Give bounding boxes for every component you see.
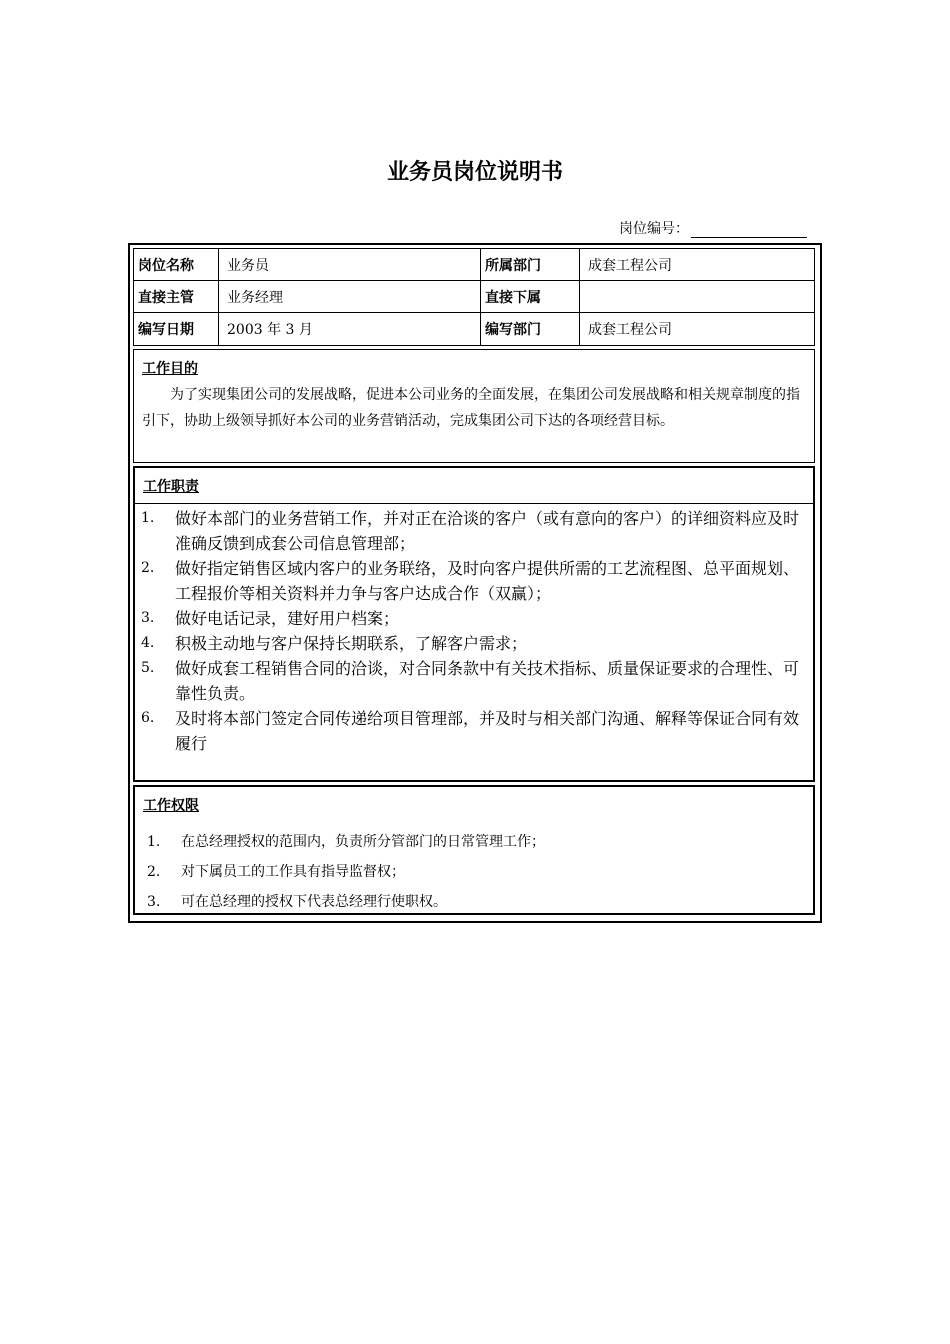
item-number: 6. [141,710,155,726]
post-number-label: 岗位编号： [619,221,689,237]
list-item [135,706,807,756]
item-number: 3. [141,610,155,626]
purpose-section [133,349,815,463]
info-label: 直接主管 [134,281,219,312]
list-item [135,857,545,887]
item-number: 5. [141,660,155,676]
info-label: 岗位名称 [134,249,219,280]
item-number: 2. [141,560,155,576]
list-item [135,656,807,706]
info-row [134,281,814,313]
page-title: 业务员岗位说明书 [386,160,563,185]
info-row [134,249,814,281]
duties-list [135,506,807,756]
item-text: 积极主动地与客户保持长期联系，了解客户需求； [175,634,528,653]
item-number: 1. [147,834,161,850]
info-value: 业务经理 [219,281,481,312]
info-value: 业务员 [219,249,481,280]
basic-info-table [133,248,815,346]
duties-section [133,466,815,782]
post-number-blank [691,223,807,238]
info-label: 直接下属 [481,281,580,312]
item-text: 做好本部门的业务营销工作，并对正在洽谈的客户（或有意向的客户）的详细资料应及时准确反馈到成套公司信息管理部； [175,509,800,553]
item-text: 可在总经理的授权下代表总经理行使职权。 [181,894,447,910]
item-text: 做好指定销售区域内客户的业务联络，及时向客户提供所需的工艺流程图、总平面规划、工程报价等相关资料并力争与客户达成合作（双赢）； [175,559,800,603]
item-text: 做好电话记录，建好用户档案； [175,609,400,628]
list-item [135,887,545,917]
list-item [135,606,807,631]
info-label: 编写部门 [481,313,580,345]
list-item [135,827,545,857]
list-item [135,631,807,656]
info-value: 2003 年 3 月 [219,313,481,345]
duties-title: 工作职责 [143,479,199,495]
purpose-title: 工作目的 [142,361,198,377]
item-number: 1. [141,510,155,526]
item-text: 做好成套工程销售合同的洽谈，对合同条款中有关技术指标、质量保证要求的合理性、可靠性负责。 [175,659,800,703]
item-text: 对下属员工的工作具有指导监督权； [181,864,405,880]
item-number: 4. [141,635,155,651]
job-description-form [128,243,822,923]
post-number [619,218,807,238]
list-item [135,556,807,606]
info-value [580,281,814,312]
info-value: 成套工程公司 [588,322,672,338]
item-number: 2. [147,864,161,880]
rights-list [135,827,545,917]
info-label: 所属部门 [481,249,580,280]
item-number: 3. [147,894,161,910]
rights-title: 工作权限 [143,798,199,814]
info-label: 编写日期 [134,313,219,345]
info-value: 成套工程公司 [588,257,672,274]
item-text: 在总经理授权的范围内，负责所分管部门的日常管理工作； [181,834,545,850]
info-row [134,313,814,345]
divider [135,503,813,504]
list-item [135,506,807,556]
item-text: 及时将本部门签定合同传递给项目管理部，并及时与相关部门沟通、解释等保证合同有效履行 [175,709,800,753]
purpose-text: 为了实现集团公司的发展战略，促进本公司业务的全面发展，在集团公司发展战略和相关规章制度的指引下，协助上级领导抓好本公司的业务营销活动，完成集团公司下达的各项经营目标。 [142,387,800,429]
rights-section [133,785,815,915]
